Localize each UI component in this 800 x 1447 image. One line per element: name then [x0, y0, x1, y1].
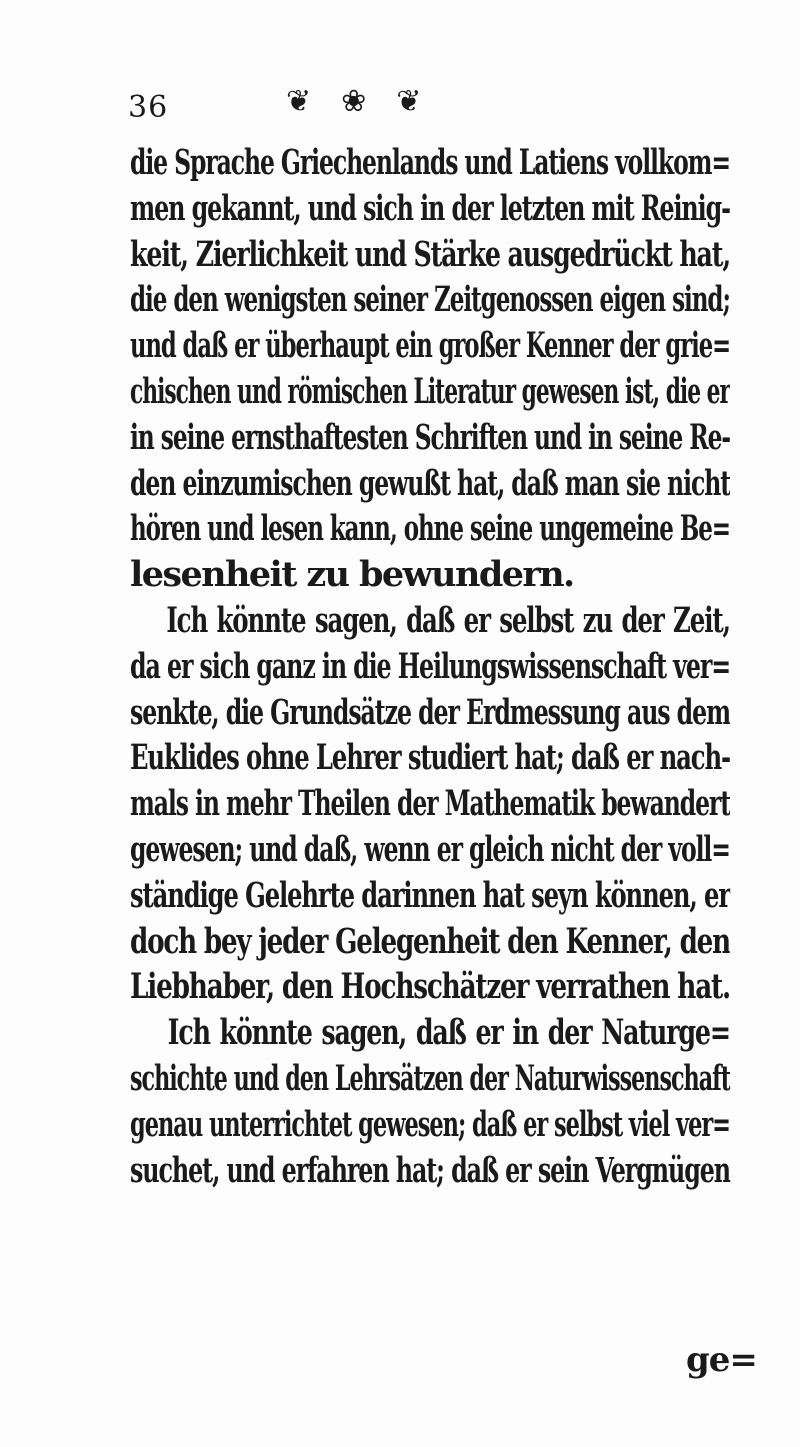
text-line: und daß er überhaupt ein großer Kenner der grie= — [130, 325, 731, 367]
text-line: suchet, und erfahren hat; daß er sein Vergnügen — [130, 1149, 731, 1191]
body-text — [130, 140, 730, 1193]
text-line: men gekannt, und sich in der letzten mit Reinig- — [130, 187, 730, 229]
text-line: chischen und römischen Literatur gewesen ist, die er — [130, 370, 730, 412]
text-line: in seine ernsthaftesten Schriften und in seine Re- — [130, 416, 730, 458]
text-line: die den wenigsten seiner Zeitgenossen eigen sind; — [130, 279, 730, 321]
text-line: doch bey jeder Gelegenheit den Kenner, den — [130, 920, 730, 962]
text-line: lesenheit zu bewundern. — [130, 554, 574, 596]
text-line: Ich könnte sagen, daß er selbst zu der Zeit, — [166, 599, 730, 641]
page-number: 36 — [128, 90, 169, 125]
text-line: genau unterrichtet gewesen; daß er selbst viel ver= — [130, 1103, 730, 1145]
text-line: die Sprache Griechenlands und Latiens vollkom= — [130, 142, 730, 183]
text-line: Liebhaber, den Hochschätzer verrathen hat. — [130, 966, 730, 1008]
text-line: senkte, die Grundsätze der Erdmessung aus dem — [130, 691, 731, 733]
text-line: da er sich ganz in die Heilungswissenschaft ver= — [130, 645, 731, 687]
text-line: mals in mehr Theilen der Mathematik bewandert — [130, 783, 731, 825]
text-line: keit, Zierlichkeit und Stärke ausgedrückt hat, — [130, 233, 730, 275]
text-line: ständige Gelehrte darinnen hat seyn können, er — [130, 874, 731, 916]
text-line: Euklides ohne Lehrer studiert hat; daß er nach- — [130, 737, 730, 779]
catchword: ge= — [686, 1340, 757, 1380]
text-line: schichte und den Lehrsätzen der Naturwissenschaft — [130, 1057, 730, 1099]
text-line: gewesen; und daß, wenn er gleich nicht der voll= — [130, 828, 730, 870]
flower-ornament-icon: ❀ — [341, 84, 367, 119]
header-ornament — [286, 82, 421, 122]
fleuron-icon: ❦ — [286, 84, 312, 119]
text-line: hören und lesen kann, ohne seine ungemeine Be= — [130, 508, 730, 550]
text-line: Ich könnte sagen, daß er in der Naturge= — [167, 1012, 730, 1054]
text-line: den einzumischen gewußt hat, daß man sie nicht — [130, 462, 731, 504]
page-header — [128, 82, 688, 132]
fleuron-icon: ❦ — [396, 84, 422, 119]
